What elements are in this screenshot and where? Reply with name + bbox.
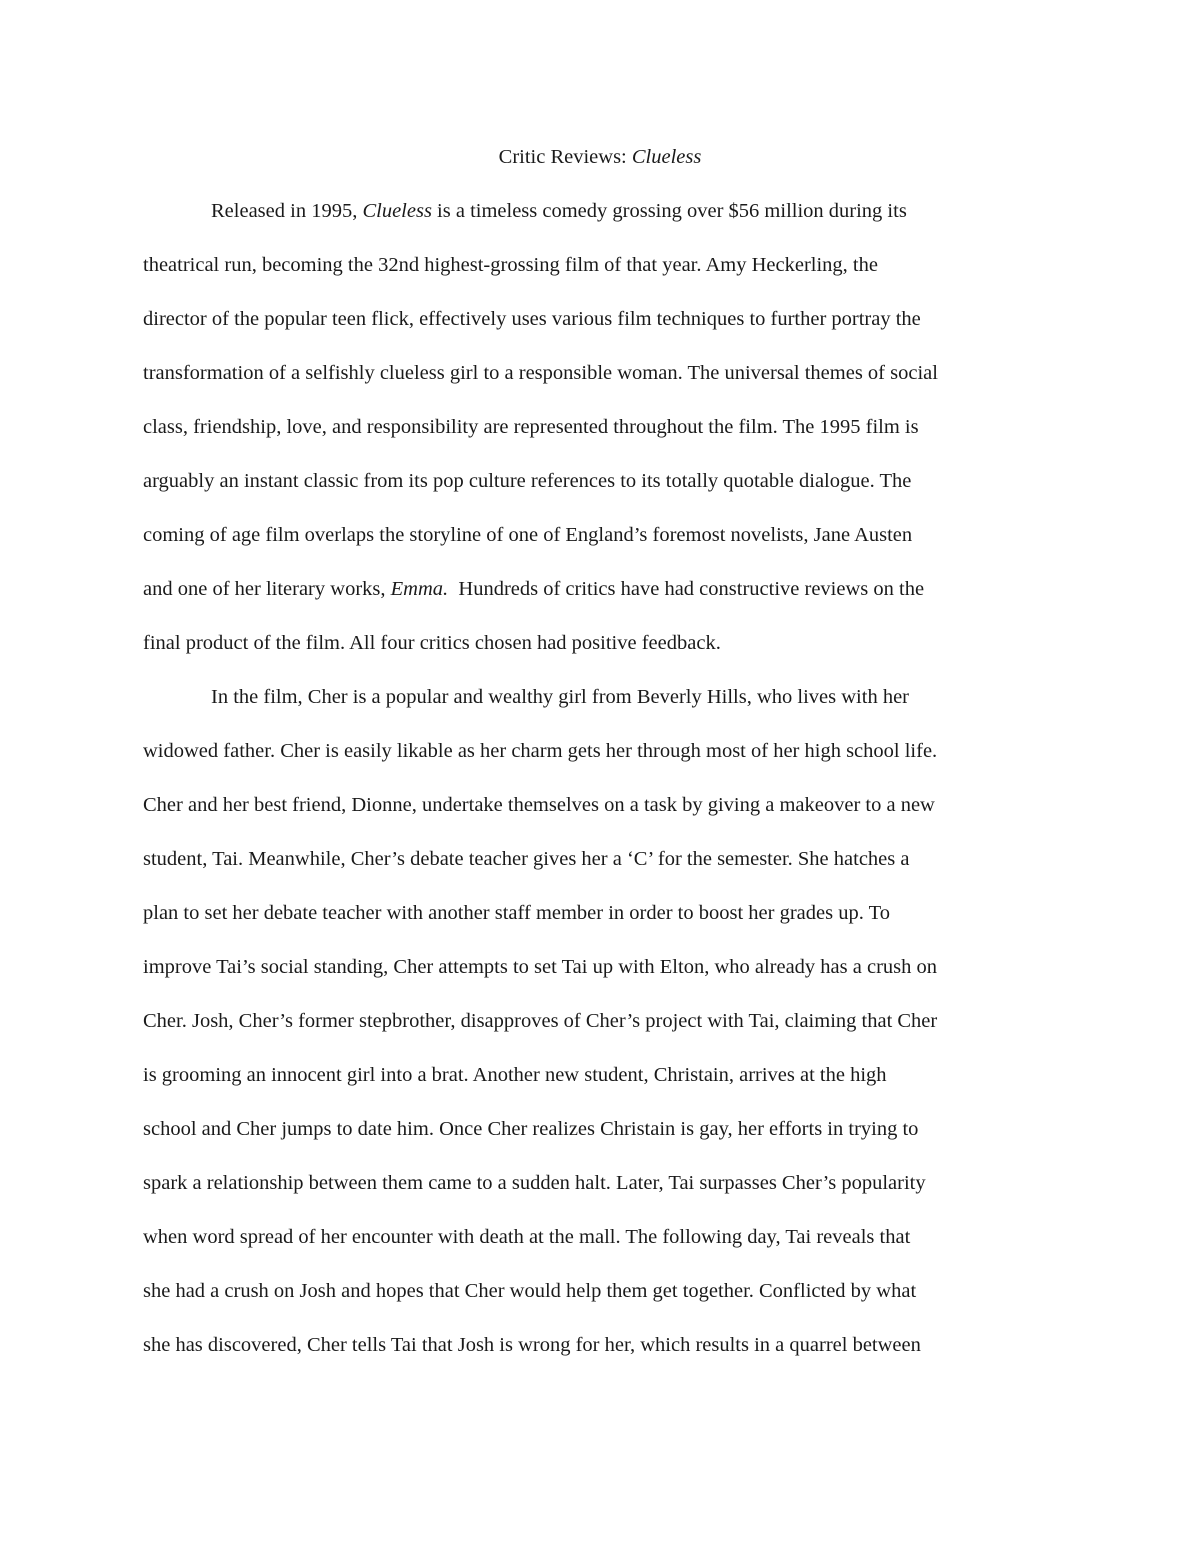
paragraph-2-line-6: improve Tai’s social standing, Cher attempts to set Tai up with Elton, who already has a crush on — [143, 956, 938, 978]
paragraph-1-line-5: class, friendship, love, and responsibility are represented throughout the film. The 1995 film is — [143, 416, 919, 438]
paragraph-2-line-4: student, Tai. Meanwhile, Cher’s debate teacher gives her a ‘C’ for the semester. She hatches a — [143, 848, 910, 870]
paragraph-1-line-9: final product of the film. All four critics chosen had positive feedback. — [143, 632, 721, 654]
document-title — [0, 140, 1200, 174]
title-film-name: Clueless — [631, 146, 702, 168]
paragraph-2-line-12: she had a crush on Josh and hopes that Cher would help them get together. Conflicted by what — [143, 1280, 917, 1302]
paragraph-1-line-2: theatrical run, becoming the 32nd highest-grossing film of that year. Amy Heckerling, the — [143, 254, 878, 276]
title-text: Critic Reviews: — [498, 146, 632, 168]
paragraph-2-line-1: In the film, Cher is a popular and wealthy girl from Beverly Hills, who lives with her — [211, 686, 909, 708]
paragraph-1-line-8: and one of her literary works, Emma. Hundreds of critics have had constructive reviews on the — [143, 578, 925, 600]
paragraph-2-line-11: when word spread of her encounter with death at the mall. The following day, Tai reveals that — [143, 1226, 911, 1248]
paragraph-2-line-3: Cher and her best friend, Dionne, undertake themselves on a task by giving a makeover to a new — [143, 794, 935, 816]
paragraph-1-line-7: coming of age film overlaps the storyline of one of England’s foremost novelists, Jane Austen — [143, 524, 913, 546]
paragraph-1-line-4: transformation of a selfishly clueless girl to a responsible woman. The universal themes of social — [143, 362, 938, 384]
paragraph-2-line-7: Cher. Josh, Cher’s former stepbrother, disapproves of Cher’s project with Tai, claiming that Cher — [143, 1010, 938, 1032]
paragraph-2-line-9: school and Cher jumps to date him. Once Cher realizes Christain is gay, her efforts in trying to — [143, 1118, 919, 1140]
paragraph-1-line-3: director of the popular teen flick, effectively uses various film techniques to further portray the — [143, 308, 921, 330]
paragraph-2-line-10: spark a relationship between them came to a sudden halt. Later, Tai surpasses Cher’s popularity — [143, 1172, 926, 1194]
paragraph-1-line-1: Released in 1995, Clueless is a timeless comedy grossing over $56 million during its — [211, 200, 907, 222]
paragraph-2-line-2: widowed father. Cher is easily likable as her charm gets her through most of her high school life. — [143, 740, 938, 762]
paragraph-2-line-8: is grooming an innocent girl into a brat. Another new student, Christain, arrives at the high — [143, 1064, 887, 1086]
paragraph-2-line-13: she has discovered, Cher tells Tai that Josh is wrong for her, which results in a quarrel between — [143, 1334, 921, 1356]
paragraph-1-line-6: arguably an instant classic from its pop culture references to its totally quotable dialogue. The — [143, 470, 912, 492]
paragraph-2-line-5: plan to set her debate teacher with another staff member in order to boost her grades up. To — [143, 902, 890, 924]
